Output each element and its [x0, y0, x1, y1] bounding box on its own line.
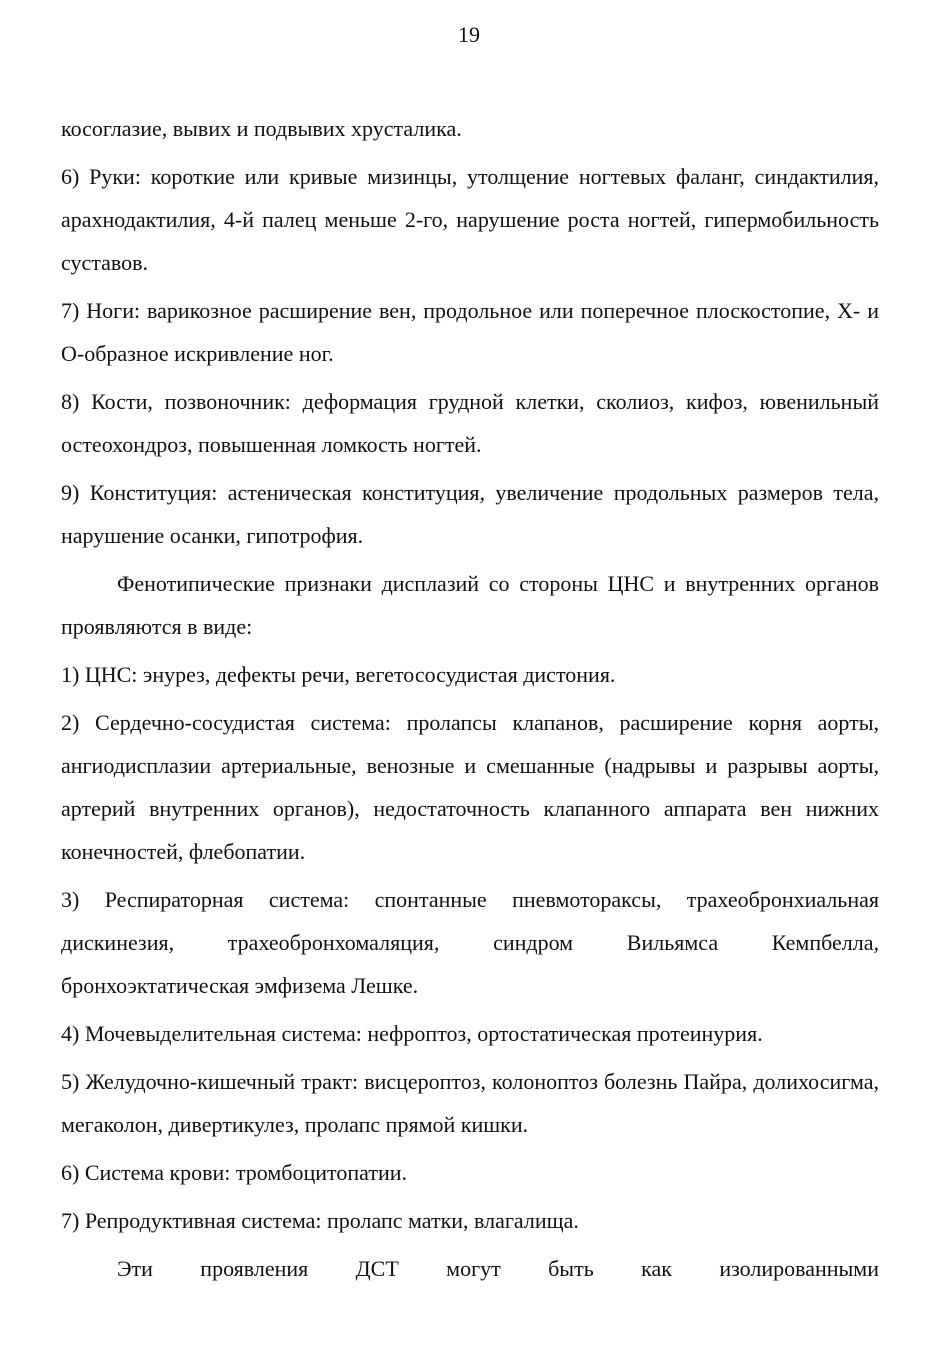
paragraph-respiratory: 3) Респираторная система: спонтанные пневмотораксы, трахеобронхиальная дискинезия, трахеобронхомаляция, синдром Вильямса Кемпбелла, бронхоэктатическая эмфизема Лешке.	[61, 887, 879, 998]
page-body	[61, 107, 879, 1290]
paragraph-hands: 6) Руки: короткие или кривые мизинцы, утолщение ногтевых фаланг, синдактилия, арахнодактилия, 4-й палец меньше 2-го, нарушение роста ногтей, гипермобильность суставов.	[61, 164, 879, 275]
paragraph-phenotypic-intro: Фенотипические признаки дисплазий со стороны ЦНС и внутренних органов проявляются в виде:	[61, 571, 879, 639]
page-number: 19	[458, 22, 480, 47]
paragraph-blood: 6) Система крови: тромбоцитопатии.	[61, 1160, 407, 1185]
paragraph-cardiovascular: 2) Сердечно-сосудистая система: пролапсы клапанов, расширение корня аорты, ангиодисплазии артериальные, венозные и смешанные (надрывы и разрывы аорты, артерий внутренних органов), недостаточность клапанного аппарата вен нижних конечностей, флебопатии.	[61, 710, 879, 864]
paragraph-gastrointestinal: 5) Желудочно-кишечный тракт: висцероптоз, колоноптоз болезнь Пайра, долихосигма, мегаколон, дивертикулез, пролапс прямой кишки.	[61, 1069, 879, 1137]
paragraph-constitution: 9) Конституция: астеническая конституция, увеличение продольных размеров тела, нарушение осанки, гипотрофия.	[61, 480, 879, 548]
paragraph-reproductive: 7) Репродуктивная система: пролапс матки, влагалища.	[61, 1208, 579, 1233]
paragraph-bones-spine: 8) Кости, позвоночник: деформация грудной клетки, сколиоз, кифоз, ювенильный остеохондроз, повышенная ломкость ногтей.	[61, 389, 879, 457]
paragraph-eye-continuation: косоглазие, вывих и подвывих хрусталика.	[61, 116, 462, 141]
paragraph-urinary: 4) Мочевыделительная система: нефроптоз, ортостатическая протеинурия.	[61, 1021, 763, 1046]
paragraph-manifestations: Эти проявления ДСТ могут быть как изолированными	[117, 1256, 879, 1281]
paragraph-legs: 7) Ноги: варикозное расширение вен, продольное или поперечное плоскостопие, Х- и О-образное искривление ног.	[61, 298, 879, 366]
paragraph-cns: 1) ЦНС: энурез, дефекты речи, вегетососудистая дистония.	[61, 662, 616, 687]
